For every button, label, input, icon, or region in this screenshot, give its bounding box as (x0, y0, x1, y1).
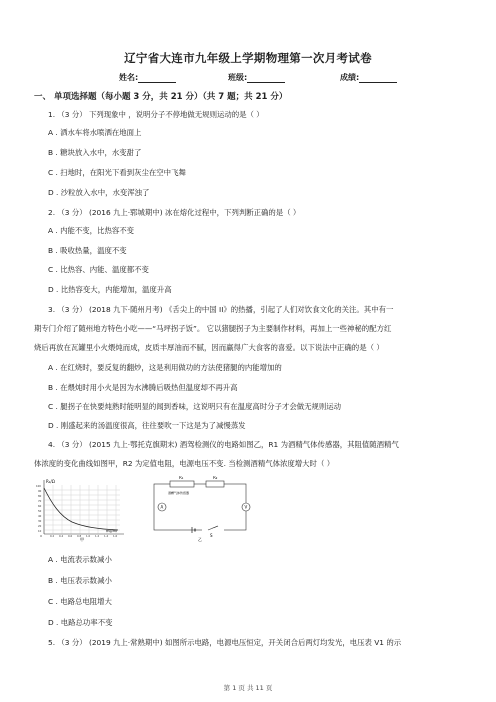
graph-caption: 甲 (80, 537, 84, 542)
score-blank (359, 73, 397, 83)
question-5-stem: 5. （3 分） (2019 九上·常熟期中) 如图所示电路，电源电压恒定，开关闭合后两灯均发光，电压表 V1 的示 (48, 638, 402, 647)
y-tick: 30 (38, 520, 42, 523)
q4-option-b[interactable]: B . 电压表示数减小 (48, 576, 112, 585)
score-field[interactable] (340, 72, 397, 83)
circuit-caption: 乙 (198, 537, 202, 542)
switch-label: S (210, 533, 213, 538)
y-tick: 80 (38, 495, 42, 498)
page-title: 辽宁省大连市九年级上学期物理第一次月考试卷 (124, 51, 372, 65)
q3-option-d[interactable]: D . 刚盛起来的汤温度很高，往往要吹一下这是为了减慢蒸发 (48, 421, 246, 430)
x-tick: 1.2 (95, 535, 100, 538)
class-blank (247, 73, 285, 83)
question-3-stem-line3: 烧后再放在瓦罐里小火煨炖而成，皮质丰厚油而不腻，因而赢得广大食客的喜爱。以下说法中正确的是（ ） (34, 343, 384, 352)
question-4-stem-line1: 4. （3 分） (2015 九上·鄂托克旗期末) 酒驾检测仪的电路如图乙，R1 为酒精气体传感器，其阻值随酒精气 (48, 440, 399, 449)
name-field[interactable] (119, 72, 176, 83)
q4-option-c[interactable]: C . 电路总电阻增大 (48, 597, 112, 606)
q1-option-a[interactable]: A . 洒水车将水喷洒在地面上 (48, 128, 142, 137)
q2-option-d[interactable]: D . 比热容变大，内能增加，温度升高 (48, 285, 172, 294)
q1-option-c[interactable]: C . 扫地时，在阳光下看到灰尘在空中飞舞 (48, 168, 186, 177)
y-tick: 60 (38, 505, 42, 508)
x-tick: 1.6 (113, 535, 118, 538)
q3-option-a[interactable]: A . 在红烧时，要反复的翻炒，这是利用做功的方法使猪腿的内能增加的 (48, 363, 282, 372)
class-field[interactable] (228, 72, 285, 83)
q2-option-a[interactable]: A . 内能不变，比热容不变 (48, 226, 135, 235)
name-label: 姓名: (119, 73, 139, 82)
y-tick: 10 (38, 530, 42, 533)
question-3-stem-line1: 3. （3 分） (2018 九下·随州月考) 《舌尖上的中国 II》的热播，引起了人们对饮食文化的关注。其中有一 (48, 305, 394, 314)
fixed-resistor-r2 (206, 481, 224, 487)
question-1-stem: 1. （3 分） 下列现象中 ，说明分子不停地做无规则运动的是（ ） (48, 110, 264, 119)
r1-label: R₁ (179, 476, 184, 480)
voltmeter-symbol: V (244, 504, 248, 510)
section-heading: 一、 单项选择题（每小题 3 分，共 21 分）（共 7 题；共 21 分） (34, 92, 288, 102)
question-2-stem: 2. （3 分） (2016 九上·郓城期中) 冰在熔化过程中，下列判断正确的是（ ） (48, 208, 301, 217)
name-blank (138, 73, 176, 83)
y-tick: O (40, 535, 43, 538)
x-tick: 1.4 (104, 535, 109, 538)
y-tick: 20 (38, 525, 42, 528)
q4-option-d[interactable]: D . 电路总功率不变 (48, 618, 113, 627)
y-tick: 90 (38, 490, 42, 493)
sensor-resistor-r1 (170, 481, 194, 487)
y-tick: 40 (38, 515, 42, 518)
graph-x-axis-label: mg/ml (106, 529, 118, 533)
score-label: 成绩: (340, 73, 360, 82)
q1-option-d[interactable]: D . 沙粒放入水中，水变浑浊了 (48, 188, 150, 197)
q3-option-b[interactable]: B . 在煨炖时用小火是因为水沸腾后吸热但温度却不再升高 (48, 383, 238, 392)
question-4-stem-line2: 体浓度的变化曲线如图甲，R2 为定值电阻，电源电压不变. 当检测酒精气体浓度增大时（ ） (34, 459, 335, 468)
y-tick: 50 (38, 510, 42, 513)
ammeter-symbol: A (160, 504, 164, 510)
x-tick: 0.6 (68, 535, 73, 538)
question-3-stem-line2: 期专门介绍了随州地方特色小吃——“马坪拐子饭”。 它以猪腿拐子为主要制作材料，再加上一些神秘的配方红 (34, 324, 392, 333)
q3-option-c[interactable]: C . 腿拐子在快要炖熟时能明显的闻到香味，这说明只有在温度高时分子才会做无规则运动 (48, 402, 342, 411)
x-tick: 0.2 (50, 535, 55, 538)
graph-y-axis-label: R₁/Ω (46, 479, 55, 484)
question-4-figure (32, 476, 262, 542)
q1-option-b[interactable]: B . 糖块放入水中，水变甜了 (48, 148, 142, 157)
page-footer: 第 1 页 共 11 页 (223, 684, 273, 692)
x-tick: 0.4 (59, 535, 64, 538)
q2-option-c[interactable]: C . 比热容、内能、温度都不变 (48, 265, 149, 274)
resistance-concentration-graph (36, 479, 124, 542)
x-tick: 0.8 (77, 535, 82, 538)
q2-option-b[interactable]: B . 吸收热量，温度不变 (48, 246, 127, 255)
sensor-label: 酒精气体传感器 (168, 491, 190, 495)
y-tick: 70 (38, 500, 42, 503)
y-tick: 100 (36, 485, 41, 488)
circuit-diagram (154, 476, 250, 542)
class-label: 班级: (228, 73, 248, 82)
r2-label: R₂ (213, 476, 218, 480)
x-tick: 1.0 (86, 535, 91, 538)
q4-option-a[interactable]: A . 电流表示数减小 (48, 555, 112, 564)
